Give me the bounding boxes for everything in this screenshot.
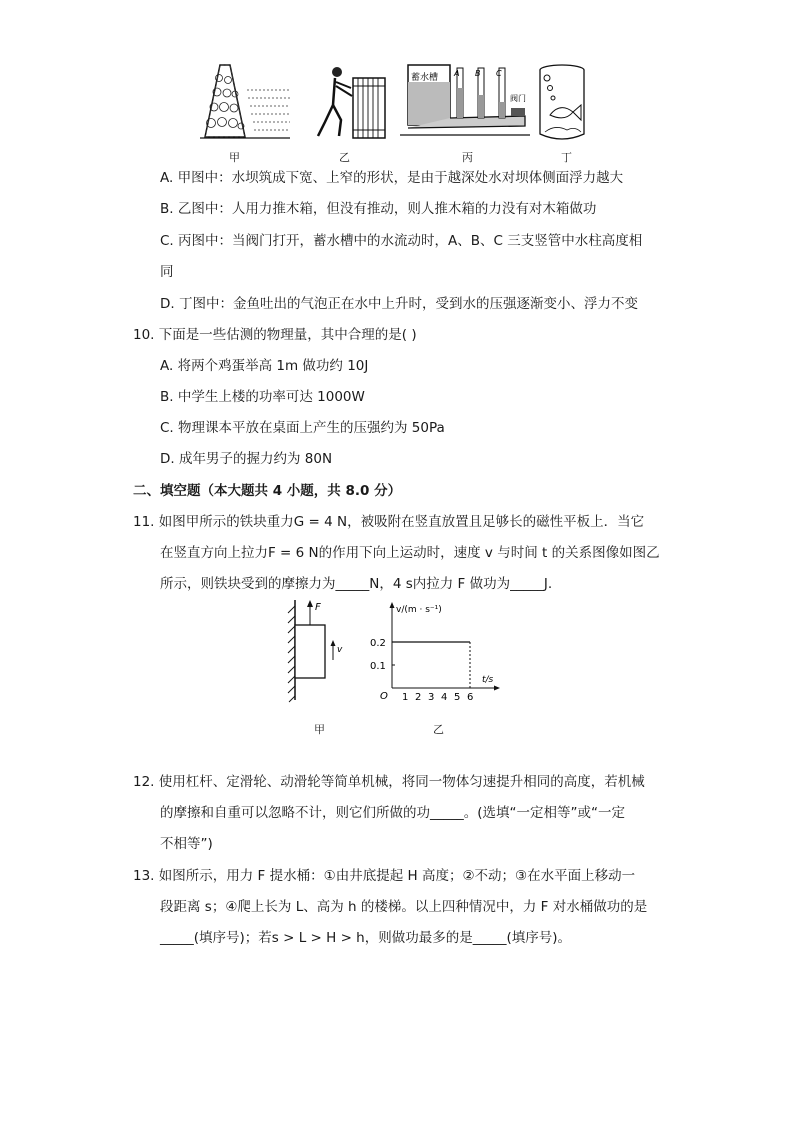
q13-line2: 段距离 s；④爬上长为 L、高为 h 的楼梯。以上四种情况中，力 F 对水桶做功的是 — [160, 899, 648, 915]
y-tick-label: 0.2 — [370, 638, 386, 649]
q10-option-b: B. 中学生上楼的功率可达 1000W — [160, 389, 365, 405]
water-tank-illustration — [400, 65, 530, 135]
iron-block — [295, 625, 325, 678]
velocity-label: v — [337, 645, 343, 655]
origin-label: O — [380, 691, 388, 702]
q9-option-c: C. 丙图中：当阀门打开，蓄水槽中的水流动时，A、B、C 三支竖管中水柱高度相 — [160, 233, 643, 249]
vt-chart — [370, 598, 510, 708]
fish-tank-illustration — [540, 65, 584, 139]
q12-line2: 的摩擦和自重可以忽略不计，则它们所做的功_____。(选填“一定相等”或“一定 — [160, 805, 625, 821]
q10-option-d: D. 成年男子的握力约为 80N — [160, 451, 333, 467]
q10-option-c: C. 物理课本平放在桌面上产生的压强约为 50Pa — [160, 420, 445, 436]
figure1-caption-ding: 丁 — [561, 151, 572, 164]
figure1-caption-bing: 丙 — [462, 151, 473, 164]
figure-2-block — [285, 598, 355, 708]
q12-line3: 不相等”) — [160, 836, 213, 852]
x-axis-label: t/s — [482, 675, 494, 685]
dam-illustration — [200, 65, 290, 138]
y-tick-label: 0.1 — [370, 661, 386, 672]
valve-label: 阀门 — [510, 94, 526, 103]
y-axis-label: v/(m · s⁻¹) — [396, 605, 442, 615]
figure2-caption-jia: 甲 — [314, 723, 325, 736]
tube-label-c: C — [496, 69, 502, 78]
q11-line1: 11. 如图甲所示的铁块重力G = 4 N，被吸附在竖直放置且足够长的磁性平板上．当它 — [133, 514, 645, 530]
q9-option-c-cont: 同 — [160, 264, 174, 280]
figure1-caption-yi: 乙 — [339, 151, 350, 164]
section-heading: 二、填空题（本大题共 4 小题，共 8.0 分） — [133, 483, 402, 499]
q9-option-a: A. 甲图中：水坝筑成下宽、上窄的形状，是由于越深处水对坝体侧面浮力越大 — [160, 170, 624, 186]
q13-line3: _____(填序号)；若s > L > H > h，则做功最多的是_____(填序号)。 — [160, 930, 572, 946]
q13-line1: 13. 如图所示，用力 F 提水桶：①由井底提起 H 高度；②不动；③在水平面上移动一 — [133, 868, 636, 884]
x-tick-label: 5 — [454, 692, 461, 703]
tube-label-a: A — [454, 69, 460, 78]
q9-option-b: B. 乙图中：人用力推木箱，但没有推动，则人推木箱的力没有对木箱做功 — [160, 201, 597, 217]
tank-label: 蓄水槽 — [411, 73, 439, 83]
figure1-caption-jia: 甲 — [229, 151, 240, 164]
x-tick-label: 1 — [402, 692, 409, 703]
x-tick-label: 2 — [415, 692, 422, 703]
q9-option-d: D. 丁图中：金鱼吐出的气泡正在水中上升时，受到水的压强逐渐变小、浮力不变 — [160, 296, 638, 312]
figure2-caption-yi: 乙 — [433, 723, 444, 736]
force-label: F — [315, 602, 321, 613]
q11-line2: 在竖直方向上拉力F = 6 N的作用下向上运动时，速度 v 与时间 t 的关系图像如图乙 — [160, 545, 660, 561]
tube-label-b: B — [475, 69, 481, 78]
x-tick-label: 3 — [428, 692, 435, 703]
q11-line3: 所示，则铁块受到的摩擦力为_____N，4 s内拉力 F 做功为_____J. — [160, 576, 553, 592]
q12-line1: 12. 使用杠杆、定滑轮、动滑轮等简单机械，将同一物体匀速提升相同的高度，若机械 — [133, 774, 645, 790]
q10-stem: 10. 下面是一些估测的物理量，其中合理的是( ) — [133, 327, 417, 343]
q10-option-a: A. 将两个鸡蛋举高 1m 做功约 10J — [160, 358, 369, 374]
x-tick-label: 6 — [467, 692, 474, 703]
push-box-illustration — [318, 67, 385, 138]
x-tick-label: 4 — [441, 692, 448, 703]
figure-1 — [195, 60, 585, 165]
